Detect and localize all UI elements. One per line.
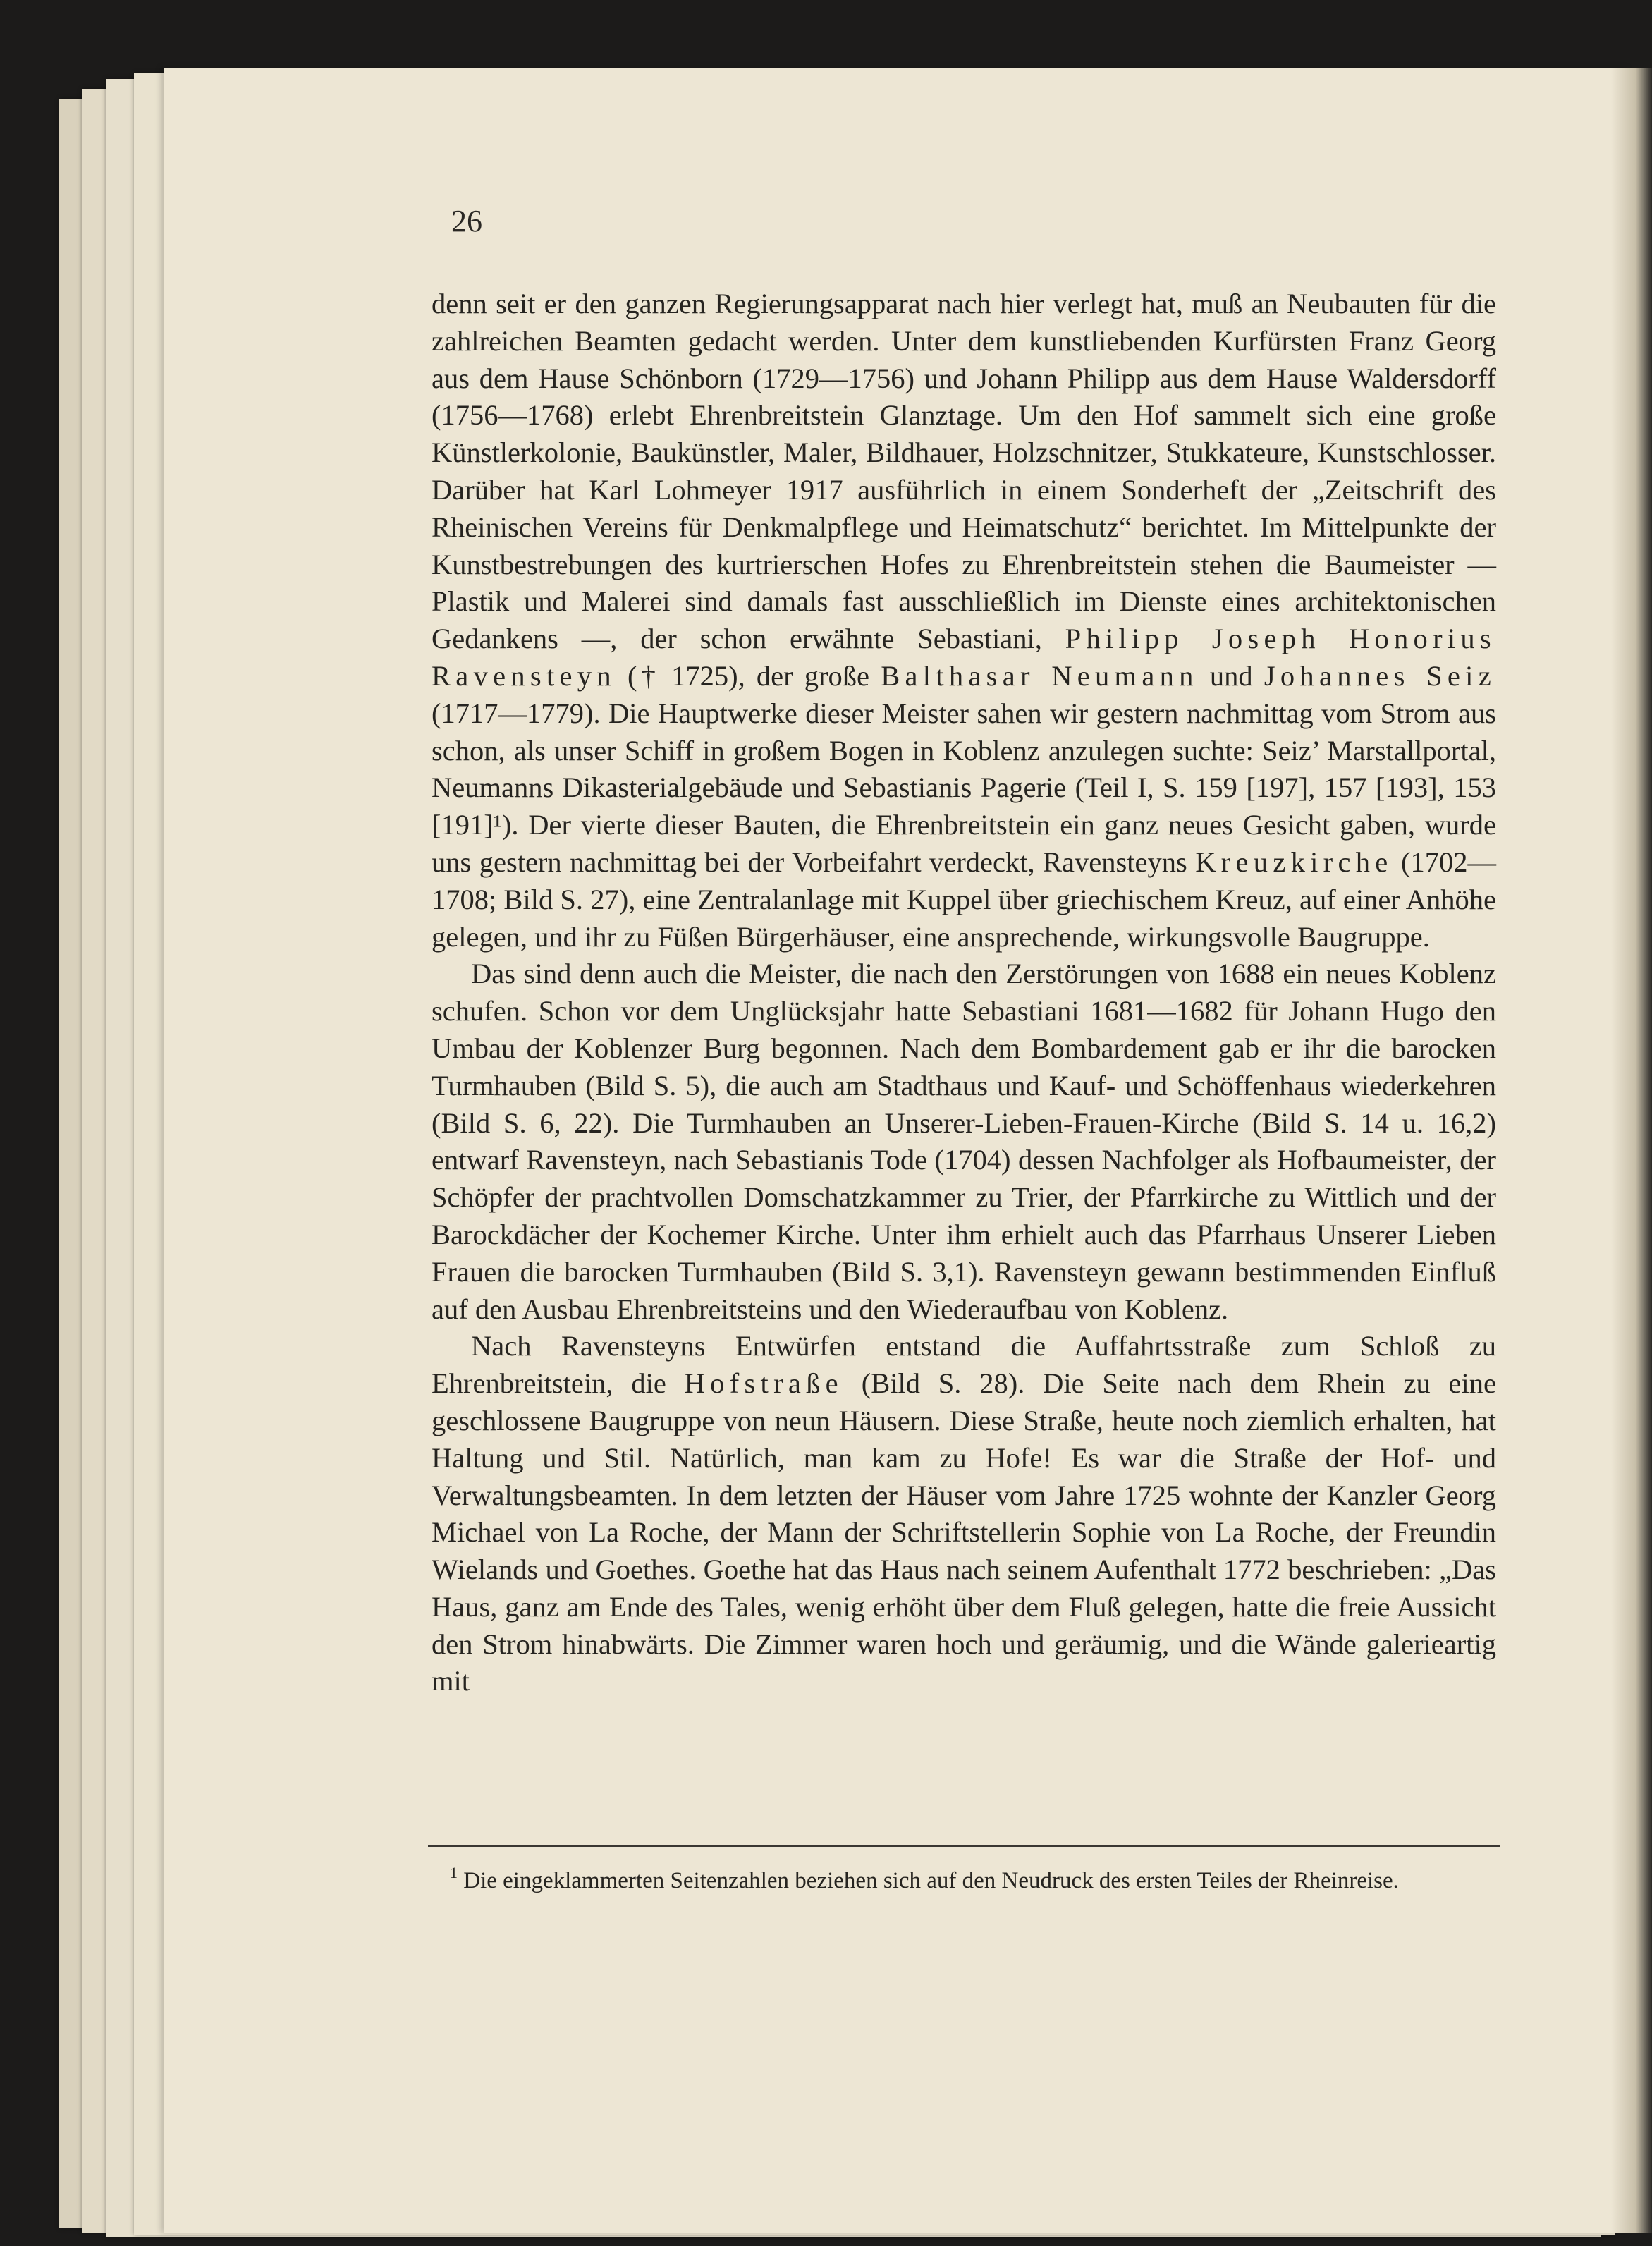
text-run: († 1725), der große <box>616 659 881 692</box>
spaced-name: Hofstraße <box>684 1367 843 1400</box>
paragraph <box>432 286 1496 956</box>
footnote-marker: 1 <box>450 1864 458 1881</box>
text-run: Das sind denn auch die Meister, die nach den Zerstörungen von 1688 ein neues Koblenz schufen. Schon vor dem Unglücksjahr hatte Sebastiani 1681—1682 für Johann Hugo den Umbau der Koblenzer Burg begonnen. Nach dem Bombardement gab er ihr die barocken Turmhauben (Bild S. 5), die auch am Stadthaus und Kauf- und Schöffenhaus wiederkehren (Bild S. 6, 22). Die Turmhauben an Unserer-Lieben-Frauen-Kirche (Bild S. 14 u. 16,2) entwarf Ravensteyn, nach Sebastianis Tode (1704) dessen Nachfolger als Hofbaumeister, der Schöpfer der prachtvollen Domschatzkammer zu Trier, der Pfarrkirche zu Wittlich und der Barockdächer der Kochemer Kirche. Unter ihm erhielt auch das Pfarrhaus Unserer Lieben Frauen die barocken Turmhauben (Bild S. 3,1). Ravensteyn gewann bestimmenden Einfluß auf den Ausbau Ehrenbreitsteins und den Wiederaufbau von Koblenz. <box>432 958 1496 1325</box>
text-run: und <box>1198 659 1264 692</box>
footnote <box>432 1865 1496 1896</box>
text-run: (1702—1708; Bild S. 27), eine Zentralanlage mit Kuppel über griechischem Kreuz, auf einer Anhöhe gelegen, und ihr zu Füßen Bürgerhäuser, eine ansprechende, wirkungsvolle Baugruppe. <box>432 846 1496 953</box>
spaced-name: Johannes Seiz <box>1264 659 1496 692</box>
spaced-name: Philipp Joseph Honorius Ravensteyn <box>432 623 1496 692</box>
text-run: Nach Ravensteyns Entwürfen entstand die Auffahrtsstraße zum Schloß zu Ehrenbreitstein, die <box>432 1330 1496 1400</box>
page-right-edge <box>1611 68 1652 2233</box>
footnote-text: Die eingeklammerten Seitenzahlen beziehen sich auf den Neudruck des ersten Teiles der Rheinreise. <box>463 1868 1399 1893</box>
paragraph <box>432 956 1496 1328</box>
paragraph <box>432 1328 1496 1700</box>
text-run: denn seit er den ganzen Regierungsapparat nach hier verlegt hat, muß an Neubauten für die zahlreichen Beamten gedacht werden. Unter dem kunstliebenden Kurfürsten Franz Georg aus dem Hause Schönborn (1729—1756) und Johann Philipp aus dem Hause Waldersdorff (1756—1768) erlebt Ehrenbreitstein Glanztage. Um den Hof sammelt sich eine große Künstlerkolonie, Baukünstler, Maler, Bildhauer, Holzschnitzer, Stukkateure, Kunstschlosser. Darüber hat Karl Lohmeyer 1917 ausführlich in einem Sonderheft der „Zeitschrift des Rheinischen Vereins für Denkmalpflege und Heimatschutz“ berichtet. Im Mittelpunkte der Kunstbestrebungen des kurtrierschen Hofes zu Ehrenbreitstein stehen die Baumeister — Plastik und Malerei sind damals fast ausschließlich im Dienste eines architektonischen Gedankens —, der schon erwähnte Sebastiani, <box>432 288 1496 655</box>
text-run: (1717—1779). Die Hauptwerke dieser Meister sahen wir gestern nachmittag vom Strom aus schon, als unser Schiff in großem Bogen in Koblenz anzulegen suchte: Seiz’ Marstallportal, Neumanns Dikasterialgebäude und Sebastianis Pagerie (Teil I, S. 159 [197], 157 [193], 153 [191]¹). Der vierte dieser Bauten, die Ehrenbreitstein ein ganz neues Gesicht gaben, wurde uns gestern nachmittag bei der Vorbeifahrt verdeckt, Ravensteyns <box>432 697 1496 878</box>
footnote-rule <box>428 1845 1500 1847</box>
text-run: (Bild S. 28). Die Seite nach dem Rhein zu eine geschlossene Baugruppe von neun Häusern. Diese Straße, heute noch ziemlich erhalten, hat Haltung und Stil. Natürlich, man kam zu Hofe! Es war die Straße der Hof- und Verwaltungsbeamten. In dem letzten der Häuser vom Jahre 1725 wohnte der Kanzler Georg Michael von La Roche, der Mann der Schriftstellerin Sophie von La Roche, der Freundin Wielands und Goethes. Goethe hat das Haus nach seinem Aufenthalt 1772 beschrieben: „Das Haus, ganz am Ende des Tales, wenig erhöht über dem Fluß gelegen, hatte die freie Aussicht den Strom hinabwärts. Die Zimmer waren hoch und geräumig, und die Wände galerieartig mit <box>432 1367 1497 1697</box>
page-number: 26 <box>451 204 482 238</box>
body-text <box>432 286 1496 1700</box>
spaced-name: Kreuzkirche <box>1195 846 1393 878</box>
spaced-name: Balthasar Neumann <box>881 659 1199 692</box>
